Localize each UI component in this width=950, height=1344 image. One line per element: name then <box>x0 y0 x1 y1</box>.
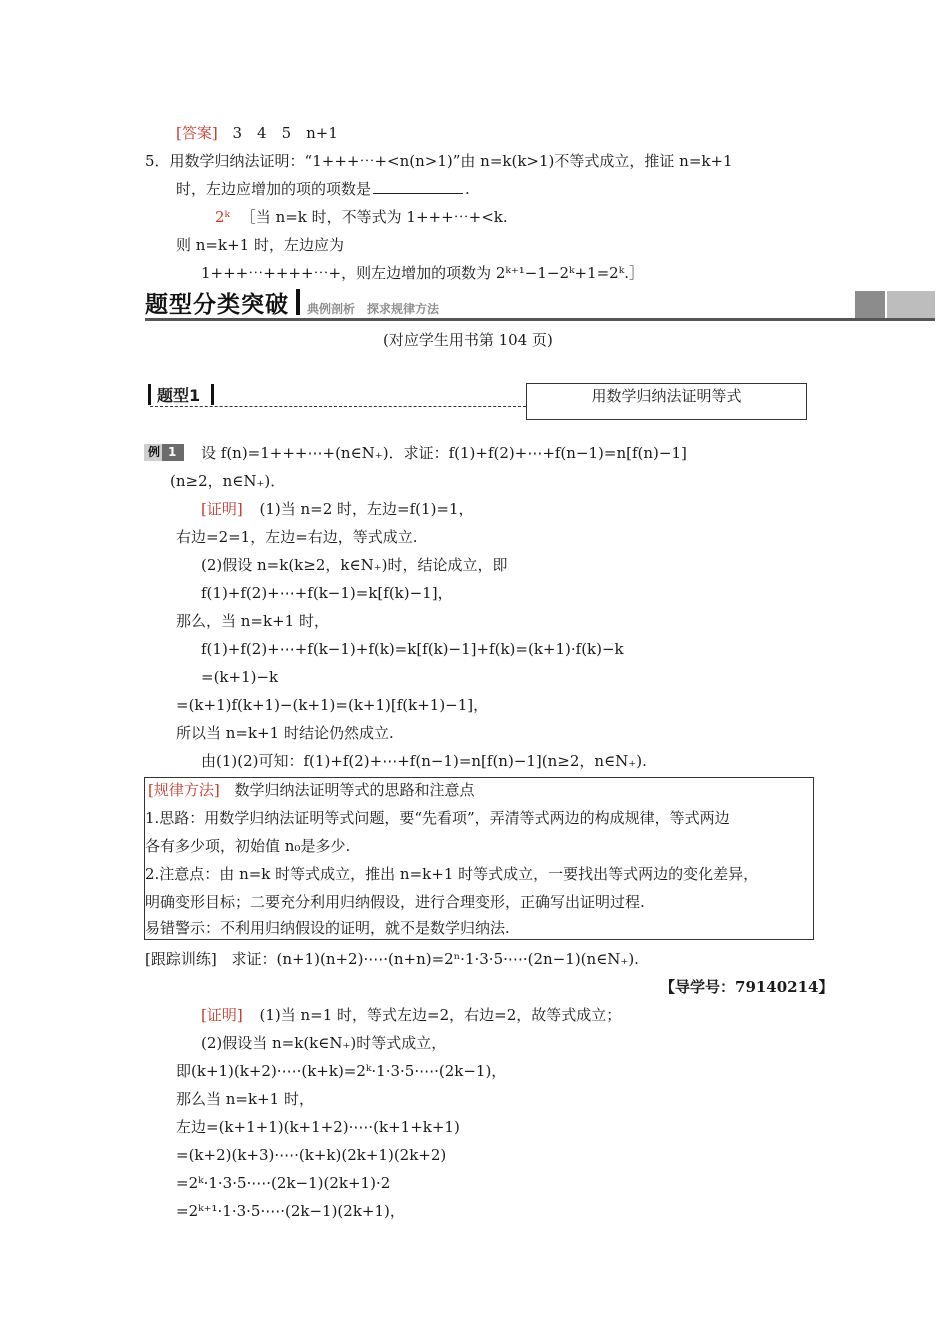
method-box <box>144 777 814 940</box>
proof-line9: 所以当 n=k+1 时结论仍然成立. <box>176 724 394 742</box>
question-5-end: . <box>465 180 470 198</box>
example-tag <box>144 444 184 461</box>
followup-proof-line1 <box>201 1005 621 1025</box>
solution-line3: 1+++⋯++++⋯+，则左边增加的项数为 2ᵏ⁺¹−1−2ᵏ+1=2ᵏ.］ <box>201 264 644 282</box>
proof-line4: f(1)+f(2)+⋯+f(k−1)=k[f(k)−1]， <box>201 584 453 602</box>
proof-line6: f(1)+f(2)+⋯+f(k−1)+f(k)=k[f(k)−1]+f(k)=(k+1)·f(k)−k <box>201 640 624 658</box>
section-subtitle: 典例剖析 探求规律方法 <box>307 302 440 316</box>
proof-line3: (2)假设 n=k(k≥2，k∈N₊)时，结论成立，即 <box>201 556 508 574</box>
question-5-line2 <box>176 179 470 199</box>
type-title: 用数学归纳法证明等式 <box>591 387 742 405</box>
followup-proof-line5: 左边=(k+1+1)(k+1+2)·⋯·(k+1+k+1) <box>176 1118 460 1136</box>
answer-blank <box>373 179 463 194</box>
example-line2: (n≥2，n∈N₊)． <box>170 472 286 490</box>
type-label-dashline <box>150 406 526 407</box>
proof-step1: (1)当 n=2 时，左边=f(1)=1， <box>259 500 474 518</box>
followup-proof-line2: (2)假设当 n=k(k∈N₊)时等式成立， <box>201 1034 447 1052</box>
method-line4: 明确变形目标；二要充分利用归纳假设，进行合理变形，正确写出证明过程. <box>145 893 645 911</box>
followup-line <box>145 949 639 969</box>
solution-text1: ［当 n=k 时，不等式为 1+++⋯+<k. <box>240 208 508 226</box>
solution-line1 <box>215 207 508 227</box>
followup-proof-line6: =(k+2)(k+3)·⋯·(k+k)(2k+1)(2k+2) <box>176 1146 447 1164</box>
answer-line <box>176 123 338 143</box>
question-5-text: 时，左边应增加的项的项数是 <box>176 180 372 198</box>
followup-step1: (1)当 n=1 时，等式左边=2，右边=2，故等式成立； <box>259 1006 622 1024</box>
followup-proof-line8: =2ᵏ⁺¹·1·3·5·⋯·(2k−1)(2k+1)， <box>176 1202 405 1220</box>
type-label: 题型1 <box>157 386 201 405</box>
proof-line5: 那么，当 n=k+1 时， <box>176 612 329 630</box>
followup-proof-label: [证明] <box>201 1006 243 1024</box>
method-line2: 各有多少项，初始值 n₀是多少. <box>145 837 351 855</box>
proof-line1 <box>201 499 474 519</box>
answer-label: [答案] <box>176 124 218 142</box>
method-title: 数学归纳法证明等式的思路和注意点 <box>234 781 475 799</box>
section-rule <box>145 318 935 321</box>
followup-label: [跟踪训练] <box>145 950 217 968</box>
example-tag-number: 1 <box>168 445 177 459</box>
proof-line8: =(k+1)f(k+1)−(k+1)=(k+1)[f(k+1)−1]， <box>176 696 489 714</box>
type-label-bar-left <box>148 384 151 405</box>
section-divider <box>296 289 300 315</box>
proof-line2: 右边=2=1，左边=右边，等式成立. <box>176 528 418 546</box>
page-reference: (对应学生用书第 104 页) <box>383 331 553 349</box>
method-title-line <box>148 780 475 800</box>
method-line5: 易错警示：不利用归纳假设的证明，就不是数学归纳法. <box>145 919 510 937</box>
solution-line2: 则 n=k+1 时，左边应为 <box>176 236 344 254</box>
followup-proof-line7: =2ᵏ·1·3·5·⋯·(2k−1)(2k+1)·2 <box>176 1174 391 1192</box>
followup-proof-line3: 即(k+1)(k+2)·⋯·(k+k)=2ᵏ·1·3·5·⋯·(2k−1)， <box>176 1062 507 1080</box>
section-title: 题型分类突破 <box>145 292 289 318</box>
guide-number: 【导学号：79140214】 <box>660 978 834 996</box>
proof-line7: =(k+1)−k <box>201 668 279 686</box>
proof-line10: 由(1)(2)可知：f(1)+f(2)+⋯+f(n−1)=n[f(n)−1](n≥2，n∈N₊). <box>201 752 647 770</box>
method-label: [规律方法] <box>148 781 220 799</box>
solution-answer: 2ᵏ <box>215 208 231 226</box>
header-decor-light <box>887 291 935 318</box>
example-tag-label: 例 <box>148 445 161 459</box>
method-line3: 2.注意点：由 n=k 时等式成立，推出 n=k+1 时等式成立，一要找出等式两边的变化差异， <box>145 865 759 883</box>
answer-values: 3 4 5 n+1 <box>232 124 338 142</box>
example-line1: 设 f(n)=1+++⋯+(n∈N₊)．求证：f(1)+f(2)+⋯+f(n−1)=n[f(n)−1] <box>201 444 687 462</box>
followup-proof-line4: 那么当 n=k+1 时， <box>176 1090 314 1108</box>
method-line1: 1.思路：用数学归纳法证明等式问题，要“先看项”，弄清等式两边的构成规律，等式两边 <box>145 809 730 827</box>
header-decor-dark <box>855 291 885 318</box>
type-label-bar-right <box>211 384 214 405</box>
proof-label: [证明] <box>201 500 243 518</box>
followup-text: 求证：(n+1)(n+2)·⋯·(n+n)=2ⁿ·1·3·5·⋯·(2n−1)(n∈N₊). <box>231 950 639 968</box>
question-5-line1: 5．用数学归纳法证明：“1+++⋯+<n(n>1)”由 n=k(k>1)不等式成立，推证 n=k+1 <box>145 152 733 170</box>
